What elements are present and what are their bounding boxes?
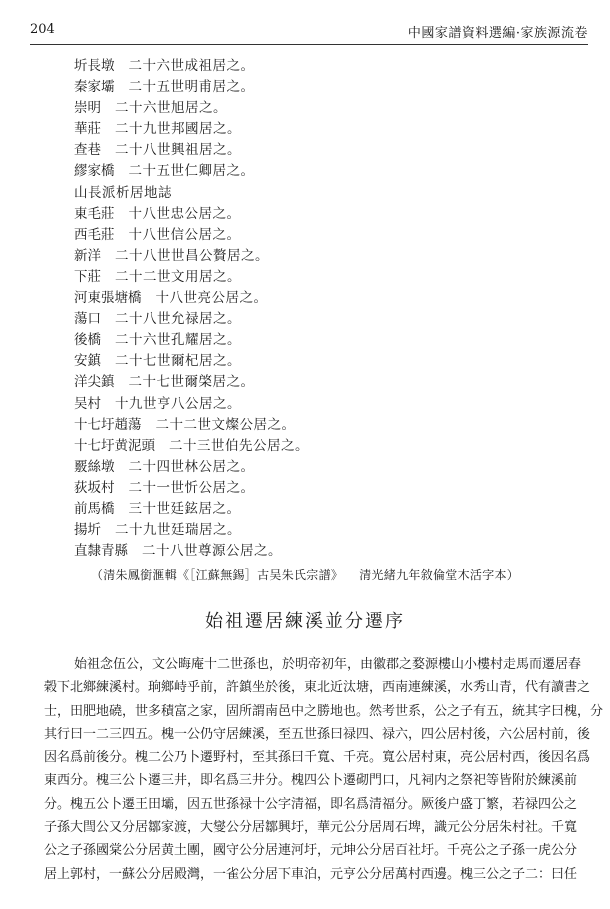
generation-note: 二十七世爾棨居之。 xyxy=(128,374,255,391)
place-name: 前馬橋 xyxy=(74,500,115,517)
place-name: 直隸青縣 xyxy=(74,543,128,560)
place-name: 秦家壩 xyxy=(74,79,115,96)
paragraph-line: 始祖念伍公，文公晦庵十二世孫也，於明帝初年，由徽郡之婺源樓山小樓村走馬而遷居春 xyxy=(74,657,582,672)
place-name: 崇明 xyxy=(74,100,101,117)
paragraph-line: 子孫大閆公又分居鄒家渡，大燮公分居鄒興圩，華元公分居周石埤，識元公分居朱村社。千寬 xyxy=(44,820,578,836)
paragraph-line: 榖下北鄉練溪村。珦鄉峙乎前，許鎮坐於後，東北近汰塘，西南連練溪，水秀山青，代有讀書之 xyxy=(44,680,591,696)
paragraph-line: 公之子孫國棠公分居黄土團，國守公分居連河圩，元坤公分居百社圩。千亮公之子孫一虎公分 xyxy=(44,843,578,859)
body-paragraph xyxy=(44,653,604,886)
list-item xyxy=(74,394,574,415)
generation-note: 二十五世明甫居之。 xyxy=(128,79,255,96)
place-name: 繆家橋 xyxy=(74,163,115,180)
paragraph-line: 分。槐五公卜遷王田壩，因五世孫禄十公字清福，即名爲清福分。厥後户盛丁繁，若禄四公之 xyxy=(44,796,578,812)
paragraph-line: 居上郭村，一蘇公分居殿灣，一雀公分居下車泊，元亨公分居萬村西邊。槐三公之子二：曰任 xyxy=(44,866,578,882)
paragraph-line: 因名爲前後分。槐二公乃卜遷野村，至其孫曰千寬、千亮。寬公居村東，亮公居村西，後因名爲 xyxy=(44,750,591,766)
place-name: 安鎮 xyxy=(74,353,101,370)
place-name: 揚圻 xyxy=(74,522,101,539)
paragraph-line: 士，田肥地磽，世多積富之家，固所謂南邑中之勝地也。然考世系，公之子有五，統其字曰槐，分 xyxy=(44,703,604,719)
place-name: 荻坂村 xyxy=(74,479,115,496)
place-name: 圻長墩 xyxy=(74,58,115,74)
page-number: 204 xyxy=(30,22,55,37)
list-item xyxy=(74,225,574,246)
place-name: 蕩口 xyxy=(74,311,101,328)
list-item xyxy=(74,204,574,225)
list-item xyxy=(74,520,574,541)
list-item xyxy=(74,499,574,520)
header-rule xyxy=(30,44,588,45)
generation-note: 二十六世孔耀居之。 xyxy=(115,332,241,349)
list-item xyxy=(74,541,574,562)
place-name: 山長派析居地誌 xyxy=(74,184,172,201)
source-citation-right: 清光緒九年敘倫堂木活字本） xyxy=(359,568,520,582)
residence-list xyxy=(74,56,574,562)
generation-note: 二十五世仁卿居之。 xyxy=(128,163,255,180)
generation-note: 二十八世世昌公贅居之。 xyxy=(115,247,269,264)
list-item xyxy=(74,415,574,436)
list-item xyxy=(74,372,574,393)
list-item xyxy=(74,140,574,161)
list-item xyxy=(74,56,574,77)
paragraph-line: 東西分。槐三公卜遷三井，即名爲三井分。槐四公卜遷砌門口，凡祠内之祭祀等皆附於練溪前 xyxy=(44,773,578,789)
generation-note: 二十二世文用居之。 xyxy=(115,268,241,285)
place-name: 洋尖鎮 xyxy=(74,374,115,391)
generation-note: 十八世信公居之。 xyxy=(128,226,241,243)
running-header xyxy=(30,22,588,40)
source-citation-left: （清朱鳳銜滙輯《［江蘇無錫］古吴朱氏宗譜》 xyxy=(90,568,344,582)
place-name: 十七圩黄泥頭 xyxy=(74,437,155,454)
list-item xyxy=(74,77,574,98)
place-name: 吴村 xyxy=(74,395,101,412)
list-item xyxy=(74,246,574,267)
generation-note: 二十六世成祖居之。 xyxy=(128,58,255,74)
list-item xyxy=(74,98,574,119)
paragraph-line: 其行曰一二三四五。槐一公仍守居練溪，至五世孫曰禄四、禄六，四公居村後，六公居村前，後 xyxy=(44,726,591,742)
list-item xyxy=(74,330,574,351)
generation-note: 三十世廷鉉居之。 xyxy=(128,500,241,517)
generation-note: 十八世亮公居之。 xyxy=(155,290,268,307)
place-name: 覈絲墩 xyxy=(74,458,115,475)
place-name: 華莊 xyxy=(74,121,101,138)
generation-note: 二十六世旭居之。 xyxy=(115,100,227,117)
list-item xyxy=(74,119,574,140)
subsection-heading xyxy=(74,183,574,204)
place-name: 西毛莊 xyxy=(74,226,115,243)
list-item xyxy=(74,478,574,499)
generation-note: 二十八世尊源公居之。 xyxy=(142,543,282,560)
generation-note: 二十八世興祖居之。 xyxy=(115,142,241,159)
list-item xyxy=(74,436,574,457)
list-item xyxy=(74,351,574,372)
generation-note: 二十三世伯先公居之。 xyxy=(169,437,309,454)
source-citation xyxy=(0,566,610,583)
generation-note: 二十七世爾杞居之。 xyxy=(115,353,241,370)
list-item xyxy=(74,288,574,309)
book-title: 中國家譜資料選編·家族源流卷 xyxy=(407,26,588,41)
place-name: 十七圩趙蕩 xyxy=(74,416,142,433)
generation-note: 二十九世廷瑞居之。 xyxy=(115,522,241,539)
place-name: 下莊 xyxy=(74,268,101,285)
list-item xyxy=(74,267,574,288)
place-name: 後橋 xyxy=(74,332,101,349)
generation-note: 二十一世忻公居之。 xyxy=(128,479,255,496)
list-item xyxy=(74,309,574,330)
generation-note: 二十二世文燦公居之。 xyxy=(155,416,296,433)
place-name: 新洋 xyxy=(74,247,101,264)
generation-note: 十八世忠公居之。 xyxy=(128,205,241,222)
list-item xyxy=(74,161,574,182)
place-name: 河東張塘橋 xyxy=(74,290,142,307)
generation-note: 十九世亨八公居之。 xyxy=(115,395,241,412)
list-item xyxy=(74,457,574,478)
place-name: 查巷 xyxy=(74,142,101,159)
place-name: 東毛莊 xyxy=(74,205,115,222)
generation-note: 二十九世邦國居之。 xyxy=(115,121,241,138)
generation-note: 二十四世林公居之。 xyxy=(128,458,255,475)
section-title: 始祖遷居練溪並分遷序 xyxy=(205,611,405,632)
generation-note: 二十八世允禄居之。 xyxy=(115,311,241,328)
